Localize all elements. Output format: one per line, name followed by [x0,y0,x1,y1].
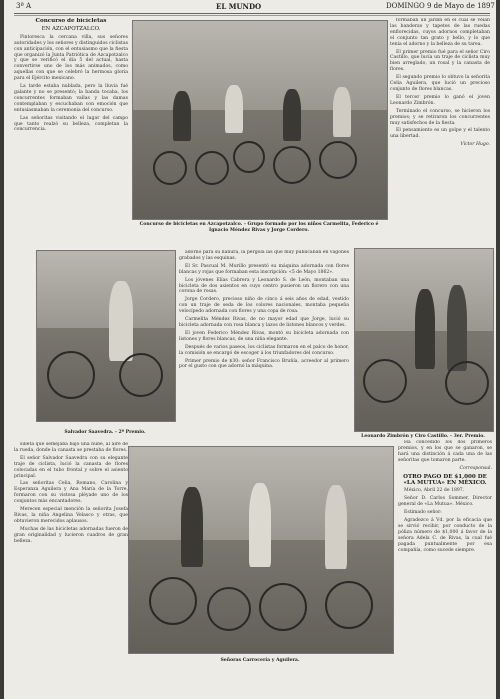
article-paragraph: Pintoresca la cercana villa, sus señores autoridades y los señores y distinguidos ciclistas con anticipación, con el entusiasmo que la fiesta que organizó la Junta Patriótica de Azcapotzalco y que se verificó el día 5 del actual, hasta convertirse uno de los más animados, como aquellas con que se celebró la hermosa gloria para el Ejército mexicano. [14,34,128,82]
page-number: 3ª A [16,2,32,10]
article-paragraph: Carmelita Méndez Rivas, de no mayor edad que Jorge, lució su bicicleta adornada con rosa blanca y lazos de listones blancos y verdes. [179,317,349,328]
article-paragraph: Agradezco á Vd. por la eficacia que se sirvió recibir, por conducto de la póliza número de $1,000 á favor de la señora Adela C. de Rivas, la cual fué pagada puntualmente por esa compañía, como sucede siempre. [398,517,492,553]
article-heading: Concurso de bicicletas [35,18,107,24]
article-paragraph: formaban un jardín en el cual se veían las banderas y tapetes de las ruedas enflorecidas, cuyos adornos completaban el conjunto tan grato y bello, y lo que tenía el adorno y la belleza de su tarea. [390,18,490,47]
article-right-column [390,18,490,248]
photo-zimbron-castillo [354,248,494,432]
article-paragraph: La tarde estaba nublada, pero la lluvia fué galante y no se presentó; la banda tocaba, los concurrentes formaban vallas y las damas contemplaban y escuchaban con emoción que entusiasmaban la ceremonia del concurso. [14,84,128,113]
photo-caption: Salvador Saavedra. - 2º Premio. [64,430,146,435]
article-signature: Víctor Hugo. [460,142,490,148]
header-rule-secondary [14,15,490,16]
article-subheading: EN AZCAPOTZALCO. [41,26,101,33]
article-signature: Corresponsal. [459,465,492,471]
photo-bicycle-contest-group [132,20,388,220]
newspaper-page [4,0,496,699]
article-paragraph: Terminado el concurso, se hicieron los premios; y se retiraron los concurrentes muy satisfechos de la fiesta. [390,108,490,126]
article-left-column [14,18,128,248]
article-paragraph: adorno para su llanura, la pérgola las que muy publicaban en vagones grabados y las esquinas. [179,250,349,261]
article-paragraph: Muchas de las bicicletas adornadas fueron de gran originalidad y lucieron cuadros de gran belleza. [14,526,128,544]
article-paragraph: Después de varios paseos, los ciclistas formaron en el palco de honor, la comisión se encargó de escoger á los triunfadores del concurso. [179,344,349,356]
article-paragraph: Las señoritas visitando el lugar del campo que tanto realzó su belleza, completan la concurrencia. [14,115,128,133]
article-center-column [179,250,349,440]
article-paragraph: Los jóvenes Elías Cabrera y Leonardo S. de León, montaban una bicicleta de dos asientos en cuyo centro pusieron un florero con una corona de rosas. [179,277,349,295]
article-paragraph: Estimado señor: [404,510,442,516]
article-paragraph: Ha concedido los dos primeros premios, y en los que se ganaron, se hará una distinción á cada una de las señoritas que tomaron parte. [398,440,492,463]
article-paragraph: El Sr. Pascual M. Murillo presentó su máquina adornada con flores blancas y rojas que formaban esta inscripción: «5 de Mayo 1862». [179,263,349,275]
article-heading: OTRO PAGO DE $1,000 DE «LA MUTUA» EN MÉXICO. [403,473,487,486]
newspaper-title: EL MUNDO [216,2,262,11]
page-header [4,0,496,14]
photo-caption: Señoras Carrocería y Aguilera. [220,658,300,663]
issue-date: DOMINGO 9 de Mayo de 1897 [386,2,495,10]
article-paragraph: Las señoritas Celia, Romano, Carolina y Esperanza Aguilera y Ana María de la Torre, formaron con su vistosa pléyade uno de los conjuntos más encantadores. [14,481,128,505]
photo-caption: Concurso de bicicletas en Azcapotzalco. - Grupo formado por los niños Carmelita, Federico é Ignacio Méndez Rivas y Jorge Cordero. [139,222,379,233]
article-paragraph: silleta que semejaba bajo una nube, al aire de la rueda, donde la canasta se prestaba de flores. [14,442,128,453]
article-paragraph: Primer premio de $30: señor Francisco Bruñía, acreedor al primero por el gusto con que adornó la máquina. [179,358,349,370]
article-bottom-right-column [398,440,492,690]
photo-caption: Leonardo Zimbrón y Ciro Castillo. - 3er. Premio. [361,434,485,439]
article-bottom-left-column [14,442,128,682]
article-paragraph: El pensamiento es un golpe y el talento una libertad. [390,128,490,140]
article-paragraph: El tercer premio lo ganó el joven Leonardo Zimbrón. [390,94,490,106]
article-paragraph: Jorge Cordero, precioso niño de cinco á seis años de edad, vestido con un traje de seda de los colores nacionales, montaba pequeña velocípedo adornada con flores y una copa de rosa. [179,297,349,315]
article-paragraph: El señor Salvador Saavedra con su elegante traje de ciclista, lució la canasta de flores colocadas en el tubo frontal y sobre el asiento principal. [14,455,128,479]
article-paragraph: Señor D. Carlos Sommer, Director general de «La Mutua». México. [398,496,492,508]
photo-salvador-saavedra [36,250,176,422]
article-paragraph: El joven Federico Méndez Rivas, montó su bicicleta adornada con listones y flores blancas, de una niña elegante. [179,330,349,342]
article-paragraph: El primer premio fué para el señor Ciro Castillo, que lucía un traje de ciclista muy bien arreglado, un rosal y la canasta de flores. [390,49,490,73]
article-paragraph: Merecen especial mención la señorita Josefa Rivas, la niña Angelina Velasco y otras, que obtuvieron merecidos aplausos. [14,507,128,524]
photo-carroceria-aguilera [128,446,394,654]
header-rule [14,13,490,14]
article-paragraph: El segundo premio lo obtuvo la señorita Celia Aguilera, que lució un precioso conjunto de flores blancas. [390,75,490,92]
article-paragraph: México, Abril 22 de 1897. [404,488,465,494]
